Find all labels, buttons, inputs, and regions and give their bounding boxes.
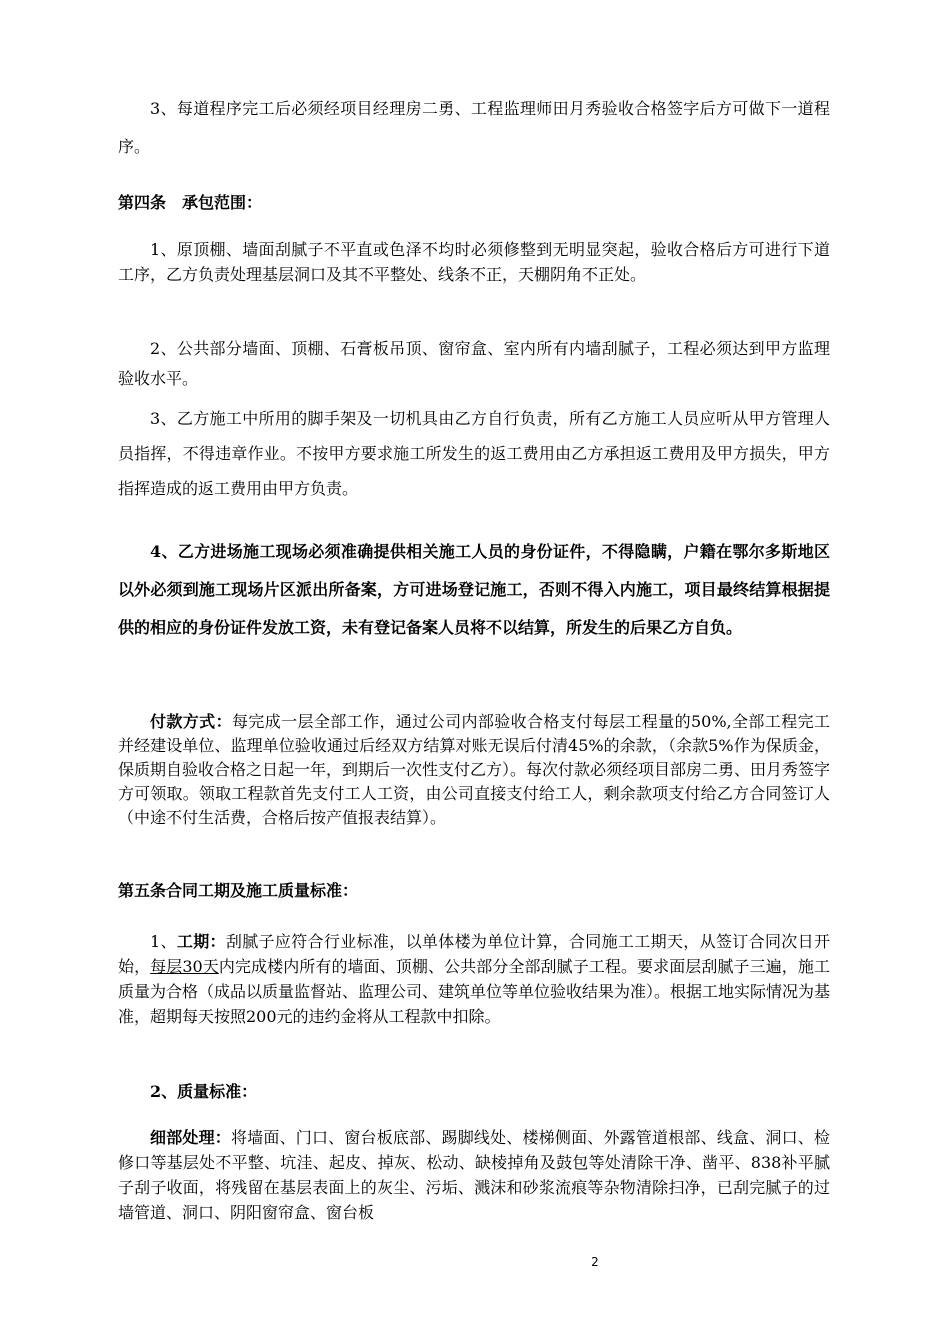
period-text-b: 内完成楼内所有的墙面、顶棚、公共部分全部刮腻子工程。要求面层刮腻子三遍，施工质量为合格（成品以质量监督站、监理公司、建筑单位等单位验收结果为准）。根据工地实际情况为基准，超期每天按照200元的违约金将从工程款中扣除。 bbox=[118, 957, 831, 1026]
article4-item3: 3、乙方施工中所用的脚手架及一切机具由乙方自行负责，所有乙方施工人员应听从甲方管理人员指挥，不得违章作业。不按甲方要求施工所发生的返工费用由乙方承担返工费用及甲方损失，甲方指挥造成的返工费用由甲方负责。 bbox=[118, 409, 830, 498]
period-label: 工期： bbox=[176, 932, 226, 951]
article4-item2: 2、公共部分墙面、顶棚、石膏板吊顶、窗帘盒、室内所有内墙刮腻子，工程必须达到甲方监理验收水平。 bbox=[118, 339, 830, 388]
detail-label: 细部处理： bbox=[150, 1128, 231, 1147]
payment-text: 每完成一层全部工作，通过公司内部验收合格支付每层工程量的50%,全部工程完工并经建设单位、监理单位验收通过后经双方结算对账无误后付清45%的余款，（余款5%作为保质金，保质期自验收合格之日起一年，到期后一次性支付乙方）。每次付款必须经项目部房二勇、田月秀签字方可领取。领取工程款首先支付工人工资，由公司直接支付给工人，剩余款项支付给乙方合同签订人（中途不付生活费，合格后按产值报表结算）。 bbox=[118, 712, 831, 827]
detail-paragraph bbox=[118, 1125, 830, 1225]
payment-label: 付款方式： bbox=[150, 712, 232, 731]
article5-heading: 第五条合同工期及施工质量标准： bbox=[118, 881, 359, 900]
period-underlined: 每层30天 bbox=[150, 957, 219, 976]
period-number: 1、 bbox=[150, 932, 177, 951]
article4-item4: 4、乙方进场施工现场必须准确提供相关施工人员的身份证件，不得隐瞒，户籍在鄂尔多斯地区以外必须到施工现场片区派出所备案，方可进场登记施工，否则不得入内施工，项目最终结算根据提供的相应的身份证件发放工资，未有登记备案人员将不以结算，所发生的后果乙方自负。 bbox=[118, 542, 830, 637]
period-paragraph bbox=[118, 929, 830, 1029]
detail-text: 将墙面、门口、窗台板底部、踢脚线处、楼梯侧面、外露管道根部、线盒、洞口、检修口等基层处不平整、坑洼、起皮、掉灰、松动、缺棱掉角及鼓包等处清除干净、凿平、838补平腻子刮子收面，将残留在基层表面上的灰尘、污垢、溅沫和砂浆流痕等杂物清除扫净，已刮完腻子的过墙管道、洞口、阴阳窗帘盒、窗台板 bbox=[118, 1128, 830, 1222]
page-number: 2 bbox=[591, 1255, 599, 1269]
payment-paragraph bbox=[118, 710, 830, 830]
article4-heading: 第四条 承包范围： bbox=[118, 193, 263, 212]
period-text-a: 刮腻子应符合行业标准，以单体楼为单位计算，合同施工工期天，从签订合同次日开始， bbox=[118, 932, 830, 976]
article4-item1: 1、原顶棚、墙面刮腻子不平直或色泽不均时必须修整到无明显突起，验收合格后方可进行下道工序，乙方负责处理基层洞口及其不平整处、线条不正，天棚阴角不正处。 bbox=[118, 240, 830, 284]
quality-heading: 2、质量标准： bbox=[150, 1082, 258, 1101]
clause3-item3: 3、每道程序完工后必须经项目经理房二勇、工程监理师田月秀验收合格签字后方可做下一道程序。 bbox=[118, 99, 830, 156]
